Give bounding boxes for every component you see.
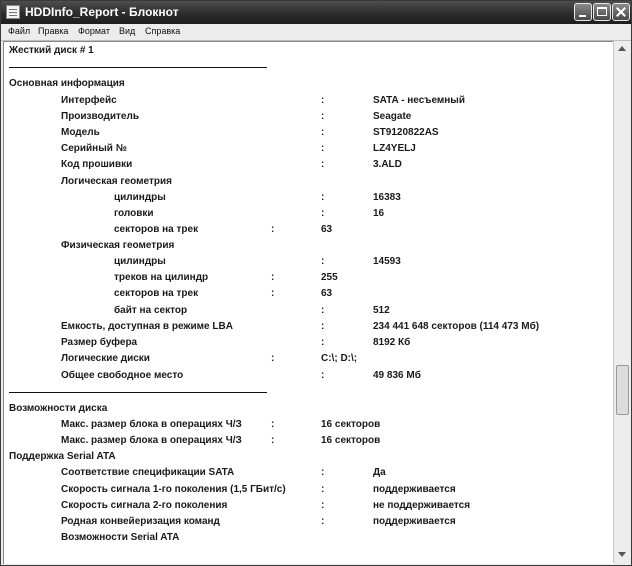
row-label: Соответствие спецификации SATA xyxy=(61,467,235,478)
row-value: C:\; D:\; xyxy=(321,353,358,364)
scrollbar-thumb[interactable] xyxy=(616,365,629,415)
row-colon: : xyxy=(321,321,325,332)
row-label: секторов на трек xyxy=(114,224,199,235)
row-label: Родная конвейеризация команд xyxy=(61,516,220,527)
row-label: Скорость сигнала 2-го поколения xyxy=(61,500,228,511)
row-label: Возможности Serial ATA xyxy=(61,532,180,543)
title-bar[interactable] xyxy=(1,1,631,24)
row-colon: : xyxy=(321,192,325,203)
row-label: Модель xyxy=(61,127,100,138)
row-value: Seagate xyxy=(373,111,412,122)
row-label: Производитель xyxy=(61,111,139,122)
row-label: головки xyxy=(114,208,154,219)
row-label: цилиндры xyxy=(114,256,166,267)
scroll-up-arrow-icon[interactable] xyxy=(615,42,629,56)
row-label: Емкость, доступная в режиме LBA xyxy=(61,321,233,332)
row-value: 63 xyxy=(321,224,333,235)
row-label: Скорость сигнала 1-го поколения (1,5 ГБит/с) xyxy=(61,484,286,495)
row-value: LZ4YELJ xyxy=(373,143,416,154)
section-disk-capabilities: Возможности диска xyxy=(9,403,108,414)
row-colon: : xyxy=(271,435,275,446)
row-value: поддерживается xyxy=(373,516,456,527)
row-colon: : xyxy=(321,516,325,527)
row-colon: : xyxy=(321,500,325,511)
row-value: Да xyxy=(373,467,386,478)
disk-header: Жесткий диск # 1 xyxy=(9,45,94,56)
subsection-physical-geometry: Физическая геометрия xyxy=(61,240,175,251)
row-label: Общее свободное место xyxy=(61,370,184,381)
row-label: цилиндры xyxy=(114,192,166,203)
row-colon: : xyxy=(321,256,325,267)
row-value: 512 xyxy=(373,305,390,316)
row-value: не поддерживается xyxy=(373,500,471,511)
row-colon: : xyxy=(321,143,325,154)
row-value: ST9120822AS xyxy=(373,127,439,138)
row-colon: : xyxy=(321,111,325,122)
subsection-logical-geometry: Логическая геометрия xyxy=(61,176,172,187)
row-value: 14593 xyxy=(373,256,401,267)
row-value: поддерживается xyxy=(373,484,456,495)
row-colon: : xyxy=(271,272,275,283)
section-basic-info: Основная информация xyxy=(9,78,125,89)
row-value: 3.ALD xyxy=(373,159,402,170)
row-value: SATA - несъемный xyxy=(373,95,465,106)
menu-bar xyxy=(1,24,631,41)
row-label: Логические диски xyxy=(61,353,150,364)
notepad-icon[interactable] xyxy=(6,5,20,19)
row-value: 16 xyxy=(373,208,385,219)
row-colon: : xyxy=(321,127,325,138)
row-value: 16383 xyxy=(373,192,401,203)
row-label: байт на сектор xyxy=(114,305,188,316)
row-colon: : xyxy=(321,467,325,478)
section-sata-support: Поддержка Serial ATA xyxy=(9,451,116,462)
window-title: HDDInfo_Report - Блокнот xyxy=(25,5,179,19)
minimize-button[interactable] xyxy=(574,3,592,21)
row-label: Макс. размер блока в операциях Ч/З xyxy=(61,419,242,430)
row-colon: : xyxy=(321,305,325,316)
menu-edit[interactable]: Правка xyxy=(38,26,69,36)
row-colon: : xyxy=(321,370,325,381)
row-value: 16 секторов xyxy=(321,435,381,446)
row-colon: : xyxy=(321,484,325,495)
row-colon: : xyxy=(321,95,325,106)
row-label: Интерфейс xyxy=(61,95,117,106)
row-value: 234 441 648 секторов (114 473 Мб) xyxy=(373,321,540,332)
separator-line xyxy=(9,67,267,68)
maximize-button[interactable] xyxy=(593,3,611,21)
row-label: Размер буфера xyxy=(61,337,138,348)
row-colon: : xyxy=(271,419,275,430)
vertical-scrollbar[interactable] xyxy=(613,41,630,563)
row-value: 8192 Кб xyxy=(373,337,411,348)
row-colon: : xyxy=(271,353,275,364)
row-label: Код прошивки xyxy=(61,159,133,170)
row-label: Макс. размер блока в операциях Ч/З xyxy=(61,435,242,446)
menu-help[interactable]: Справка xyxy=(145,26,181,36)
menu-file[interactable]: Файл xyxy=(8,26,31,36)
row-value: 255 xyxy=(321,272,338,283)
scroll-down-arrow-icon[interactable] xyxy=(615,548,629,562)
text-editor-area[interactable] xyxy=(3,41,614,564)
row-colon: : xyxy=(271,288,275,299)
row-colon: : xyxy=(321,337,325,348)
row-label: треков на цилиндр xyxy=(114,272,209,283)
close-button[interactable] xyxy=(612,3,630,21)
row-value: 16 секторов xyxy=(321,419,381,430)
row-colon: : xyxy=(321,159,325,170)
row-label: секторов на трек xyxy=(114,288,199,299)
row-colon: : xyxy=(321,208,325,219)
row-value: 63 xyxy=(321,288,333,299)
menu-format[interactable]: Формат xyxy=(78,26,110,36)
separator-line xyxy=(9,392,267,393)
menu-view[interactable]: Вид xyxy=(119,26,136,36)
row-value: 49 836 Мб xyxy=(373,370,421,381)
row-colon: : xyxy=(271,224,275,235)
row-label: Серийный № xyxy=(61,143,127,154)
